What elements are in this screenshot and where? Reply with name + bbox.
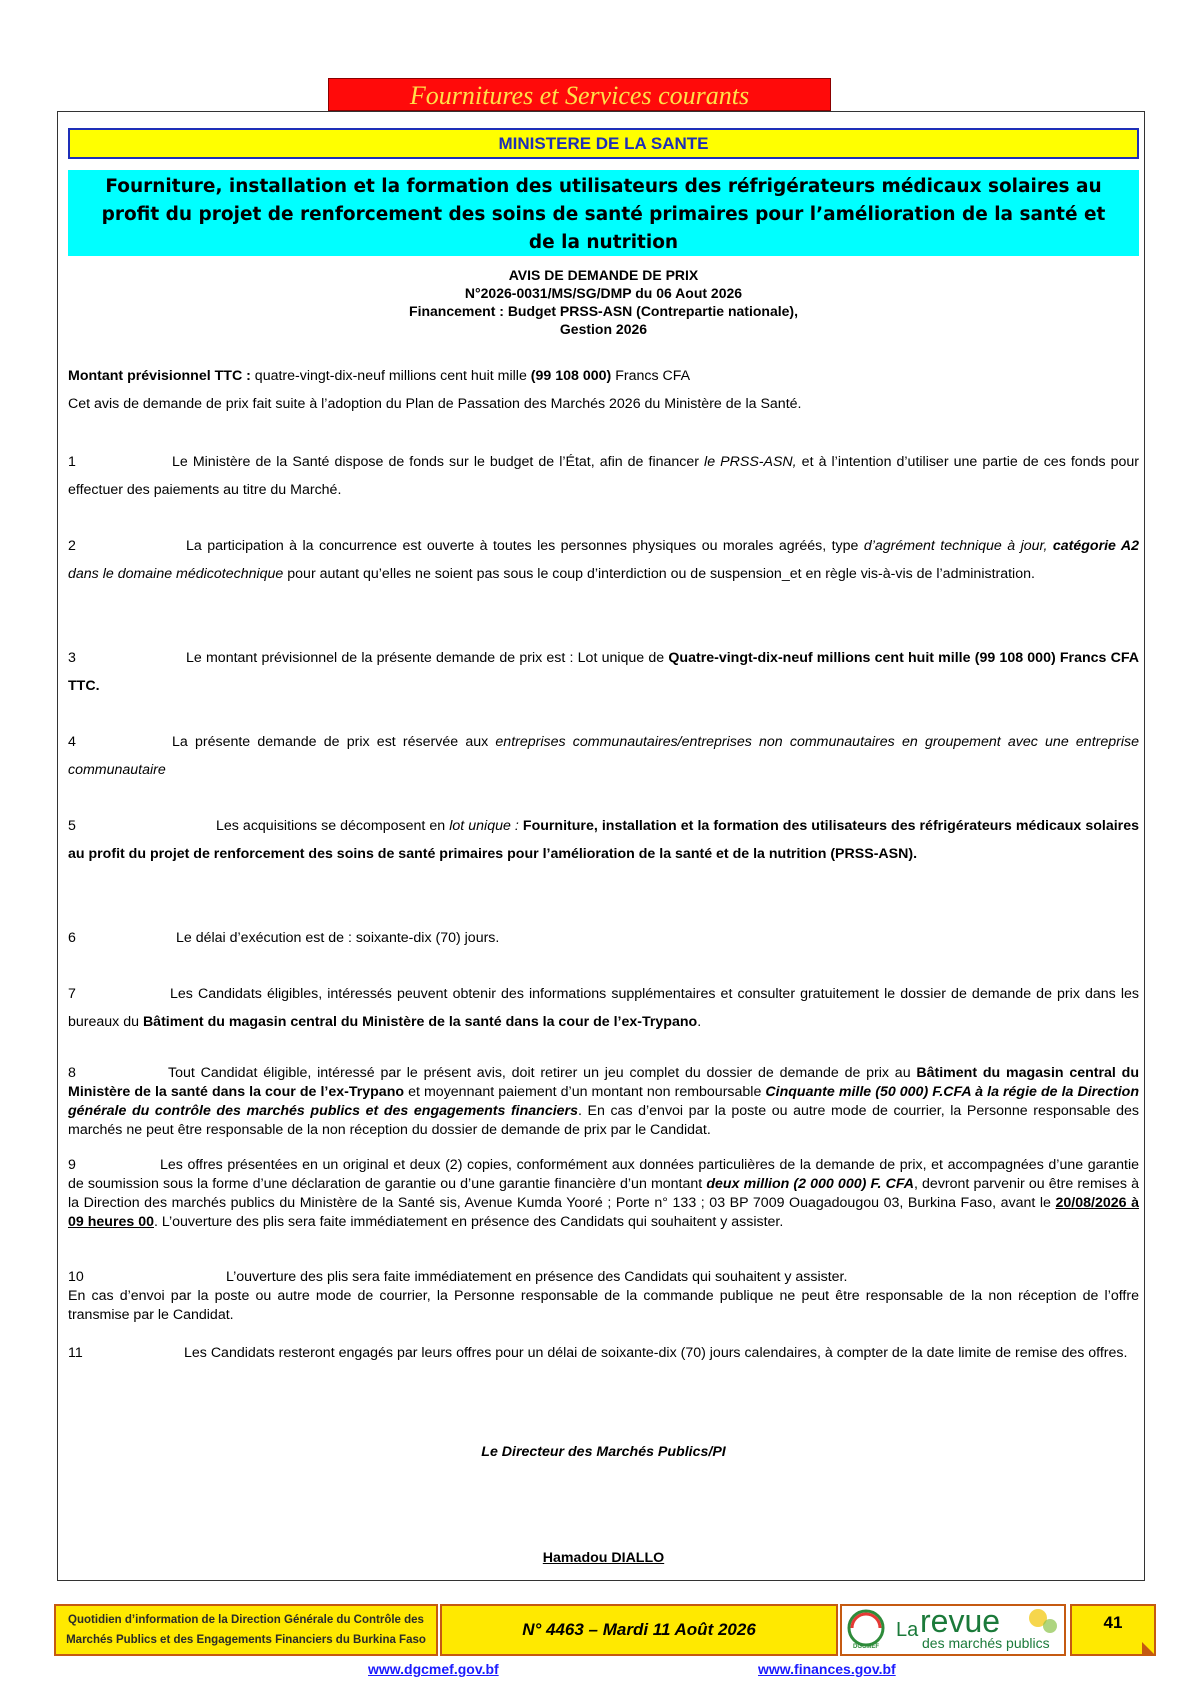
p8-text-e: . En cas d’envoi par la poste ou autre mode de courrier, la Personne responsable des marchés ne peut être responsable de la non réception du dossier de demande de prix par le Candidat. xyxy=(68,1103,1139,1138)
montant-text: quatre-vingt-dix-neuf millions cent huit mille xyxy=(250,368,531,384)
paragraph-3 xyxy=(68,644,1139,700)
signature-title: Le Directeur des Marchés Publics/PI xyxy=(481,1444,726,1460)
p5-text-a: Les acquisitions se décomposent en xyxy=(216,818,450,834)
p2-text-a: La participation à la concurrence est ouverte à toutes les personnes physiques ou morales agréés, type xyxy=(186,538,864,554)
footer-publisher-line2: Marchés Publics et des Engagements Financiers du Burkina Faso xyxy=(66,1634,426,1646)
paragraph-1 xyxy=(68,448,1139,504)
paragraph-5 xyxy=(68,812,1139,868)
footer-publisher-line1: Quotidien d’information de la Direction Générale du Contrôle des xyxy=(68,1614,424,1626)
p4-text-a: La présente demande de prix est réservée aux xyxy=(172,734,496,750)
paragraph-11 xyxy=(68,1344,1139,1363)
p9-text-c: , devront parvenir ou être remises à la Direction des marchés publics du Ministère de la Santé sis, Avenue Kumda Yooré ; Porte n° 133 ; 03 BP 7009 Ouagadougou 03, Burkina Faso, avant le xyxy=(68,1176,1139,1211)
p11-text-a: Les Candidats resteront engagés par leurs offres pour un délai de soixante-dix (70) jours calendaires, à compter de la date limite de remise des offres. xyxy=(184,1345,1128,1361)
p1-text-b: le PRSS-ASN, xyxy=(704,454,797,470)
avis-type: AVIS DE DEMANDE DE PRIX xyxy=(508,267,699,283)
logo-small-text: DGCMEF xyxy=(853,1644,879,1650)
p8-text-b: Bâtiment du magasin central du Ministère de la santé dans la cour de l’ex-Trypano xyxy=(68,1065,1139,1100)
p9-deadline: 20/08/2026 à 09 heures 00 xyxy=(68,1195,1140,1230)
intro-line: Cet avis de demande de prix fait suite à l’adoption du Plan de Passation des Marchés 2026 du Ministère de la Santé. xyxy=(68,396,802,412)
avis-header xyxy=(68,266,1139,338)
p8-text-d: Cinquante mille (50 000) F.CFA à la régie de la Direction générale du contrôle des marchés publics et des engagements financiers xyxy=(68,1084,1139,1119)
p10-text-b: En cas d’envoi par la poste ou autre mode de courrier, la Personne responsable de la commande publique ne peut être responsable de la non réception de l’offre transmise par le Candidat. xyxy=(68,1288,1139,1323)
paragraph-number: 3 xyxy=(68,650,76,666)
p5-text-c: Fourniture, installation et la formation des utilisateurs des réfrigérateurs médicaux solaires au profit du projet de renforcement des soins de santé primaires pour l’amélioration de la santé et de la nutrition (PRSS-ASN). xyxy=(68,818,1139,862)
paragraph-number: 2 xyxy=(68,538,76,554)
p10-line-a xyxy=(68,1268,1139,1287)
p2-text-c: catégorie A2 xyxy=(1052,538,1139,554)
paragraph-7 xyxy=(68,980,1139,1036)
p8-text-c: et moyennant paiement d’un montant non remboursable xyxy=(404,1084,766,1100)
paragraph-number: 10 xyxy=(68,1269,84,1285)
avis-gestion: Gestion 2026 xyxy=(559,321,648,337)
logo-revue-text: revue xyxy=(920,1606,1001,1639)
paragraph-2 xyxy=(68,532,1139,588)
logo-la-text: La xyxy=(896,1619,919,1641)
paragraph-number: 7 xyxy=(68,986,76,1002)
paragraph-6 xyxy=(68,924,1139,952)
p9-text-b: deux million (2 000 000) F. CFA xyxy=(706,1176,914,1192)
section-banner: Fournitures et Services courants xyxy=(328,78,831,111)
paragraph-number: 8 xyxy=(68,1065,76,1081)
paragraph-4 xyxy=(68,728,1139,784)
p7-text-b: Bâtiment du magasin central du Ministère de la santé dans la cour de l’ex-Trypano xyxy=(142,1014,698,1030)
footer-publisher xyxy=(54,1604,438,1656)
p9-text-a: Les offres présentées en un original et deux (2) copies, conformément aux données particulières de la demande de prix, et accompagnées d’une garantie de soumission sous la forme d’une déclaration de garantie ou d’une garantie financière d’un montant xyxy=(68,1157,1139,1192)
paragraph-number: 11 xyxy=(68,1345,83,1361)
logo-graphic xyxy=(842,1606,1064,1654)
paragraph-10 xyxy=(68,1268,1139,1325)
p7-text-a: Les Candidats éligibles, intéressés peuvent obtenir des informations supplémentaires et consulter gratuitement le dossier de demande de prix dans les bureaux du xyxy=(68,986,1139,1030)
p2-text-b: d’agrément technique à jour, xyxy=(863,538,1053,554)
montant-label: Montant prévisionnel TTC : xyxy=(68,368,251,384)
p3-text-a: Le montant prévisionnel de la présente demande de prix est : Lot unique de xyxy=(186,650,669,666)
ministry-title: MINISTERE DE LA SANTE xyxy=(68,128,1139,159)
p1-text-a: Le Ministère de la Santé dispose de fonds sur le budget de l’État, afin de financer xyxy=(172,454,705,470)
revue-logo xyxy=(840,1604,1066,1656)
p4-text-b: entreprises communautaires/entreprises non communautaires en groupement avec une entreprise communautaire xyxy=(68,734,1139,778)
p6-text-a: Le délai d’exécution est de : soixante-dix (70) jours. xyxy=(176,930,500,946)
p8-text-a: Tout Candidat éligible, intéressé par le présent avis, doit retirer un jeu complet du dossier de demande de prix au xyxy=(168,1065,917,1081)
p7-text-c: . xyxy=(697,1014,702,1030)
page-number-value: 41 xyxy=(1103,1613,1123,1632)
p2-text-g: et en règle vis-à-vis de l’administration. xyxy=(789,566,1035,582)
signature-name: Hamadou DIALLO xyxy=(542,1550,665,1566)
paragraph-number: 6 xyxy=(68,930,76,946)
footer-issue: N° 4463 – Mardi 11 Août 2026 xyxy=(440,1604,838,1656)
tender-title: Fourniture, installation et la formation des utilisateurs des réfrigérateurs médicaux solaires au profit du projet de renforcement des soins de santé primaires pour l’amélioration de la santé et de la nutrition xyxy=(68,170,1139,256)
paragraph-8 xyxy=(68,1064,1139,1140)
p2-text-f: _ xyxy=(781,566,790,582)
paragraph-number: 5 xyxy=(68,818,76,834)
avis-financing: Financement : Budget PRSS-ASN (Contrepartie nationale), xyxy=(409,303,798,319)
montant-line xyxy=(68,362,1139,390)
paragraph-number: 4 xyxy=(68,734,76,750)
p2-text-d: dans le domaine médicotechnique xyxy=(68,566,284,582)
p10-text-a: L’ouverture des plis sera faite immédiatement en présence des Candidats qui souhaitent y assister. xyxy=(226,1269,848,1285)
p9-text-e: . L’ouverture des plis sera faite immédiatement en présence des Candidats qui souhaitent y assister. xyxy=(153,1214,784,1230)
paragraph-number: 9 xyxy=(68,1157,76,1173)
page-number xyxy=(1070,1604,1156,1656)
page-fold-icon xyxy=(1142,1642,1156,1656)
logo-sub-text: des marchés publics xyxy=(922,1635,1050,1651)
montant-amount: (99 108 000) xyxy=(530,368,612,384)
intro xyxy=(68,362,1139,418)
paragraph-number: 1 xyxy=(68,454,76,470)
montant-currency: Francs CFA xyxy=(611,368,691,384)
p1-text-c: et à l’intention d’utiliser une partie de ces fonds pour effectuer des paiements au titre du Marché. xyxy=(68,454,1139,498)
link-finances[interactable]: www.finances.gov.bf xyxy=(758,1661,896,1677)
p2-text-e: pour autant qu’elles ne soient pas sous le coup d’interdiction ou de suspension xyxy=(283,566,782,582)
avis-reference: N°2026-0031/MS/SG/DMP du 06 Aout 2026 xyxy=(464,285,743,301)
paragraph-9 xyxy=(68,1156,1139,1232)
p3-text-b: Quatre-vingt-dix-neuf millions cent huit mille (99 108 000) Francs CFA TTC. xyxy=(68,650,1139,694)
p5-text-b: lot unique : xyxy=(449,818,519,834)
link-dgcmef[interactable]: www.dgcmef.gov.bf xyxy=(368,1661,499,1677)
